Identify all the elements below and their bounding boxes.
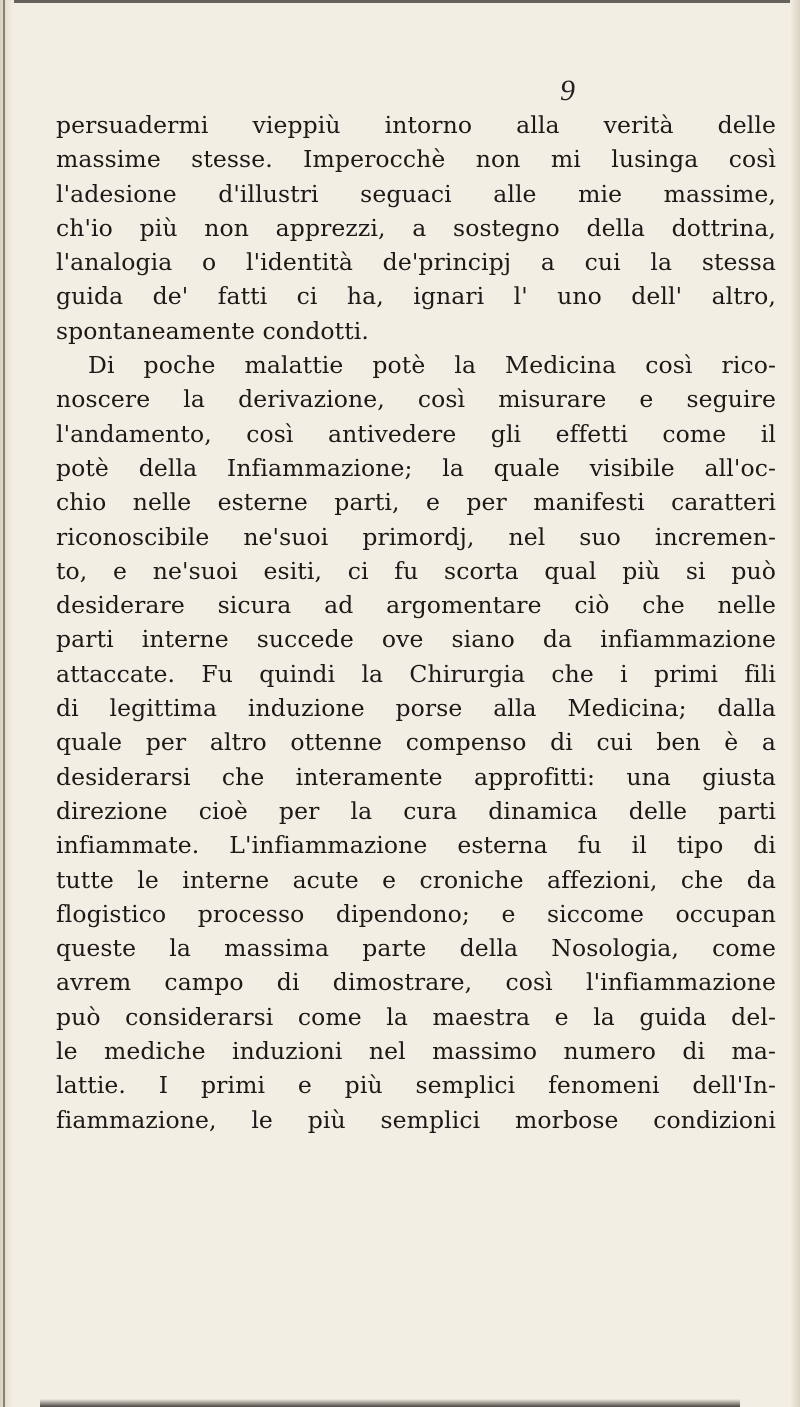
text-line: desiderarsi che interamente approfitti: una giusta	[56, 762, 776, 791]
page-number: 9	[560, 74, 575, 107]
text-line: l'andamento, così antivedere gli effetti come il	[56, 419, 776, 448]
text-line: riconoscibile ne'suoi primordj, nel suo incremen-	[56, 522, 776, 551]
bottom-edge-shadow	[40, 1399, 740, 1407]
text-line: tutte le interne acute e croniche affezioni, che da	[56, 865, 776, 894]
text-line: parti interne succede ove siano da infiammazione	[56, 625, 776, 654]
text-line: guida de' fatti ci ha, ignari l' uno dell' altro,	[56, 282, 776, 311]
text-line: to, e ne'suoi esiti, ci fu scorta qual più si può	[56, 556, 776, 585]
top-edge-line	[0, 0, 800, 3]
text-line: di legittima induzione porse alla Medicina; dalla	[56, 694, 776, 723]
text-line: lattie. I primi e più semplici fenomeni dell'In-	[56, 1071, 776, 1100]
text-line: direzione cioè per la cura dinamica delle parti	[56, 796, 776, 825]
text-line: persuadermi vieppiù intorno alla verità delle	[56, 111, 776, 139]
text-line: l'adesione d'illustri seguaci alle mie massime,	[56, 179, 776, 208]
text-line: le mediche induzioni nel massimo numero di ma-	[56, 1037, 776, 1066]
page-body-text	[56, 108, 776, 1137]
text-line: può considerarsi come la maestra e la guida del-	[56, 1002, 776, 1031]
text-line: attaccate. Fu quindi la Chirurgia che i primi fili	[56, 659, 776, 688]
text-line: infiammate. L'infiammazione esterna fu il tipo di	[56, 831, 776, 860]
text-line: avrem campo di dimostrare, così l'infiammazione	[56, 968, 776, 997]
paragraph-first-line: Di poche malattie potè la Medicina così rico-	[88, 351, 776, 380]
text-line: fiammazione, le più semplici morbose condizioni	[56, 1105, 776, 1134]
text-line: queste la massima parte della Nosologia, come	[56, 934, 776, 963]
text-line: massime stesse. Imperocchè non mi lusinga così	[56, 145, 776, 174]
text-line: noscere la derivazione, così misurare e seguire	[56, 385, 776, 414]
text-line: ch'io più non apprezzi, a sostegno della dottrina,	[56, 213, 776, 242]
right-page-edge	[790, 0, 800, 1407]
text-line: l'analogia o l'identità de'principj a cui la stessa	[56, 248, 776, 277]
text-line: flogistico processo dipendono; e siccome occupan	[56, 899, 776, 928]
text-line: potè della Infiammazione; la quale visibile all'oc-	[56, 453, 776, 482]
text-line: chio nelle esterne parti, e per manifesti caratteri	[56, 488, 776, 517]
left-binding-line	[3, 0, 5, 1407]
text-line: spontaneamente condotti.	[56, 316, 369, 345]
text-line: desiderare sicura ad argomentare ciò che nelle	[56, 591, 776, 620]
text-line: quale per altro ottenne compenso di cui ben è a	[56, 728, 776, 757]
